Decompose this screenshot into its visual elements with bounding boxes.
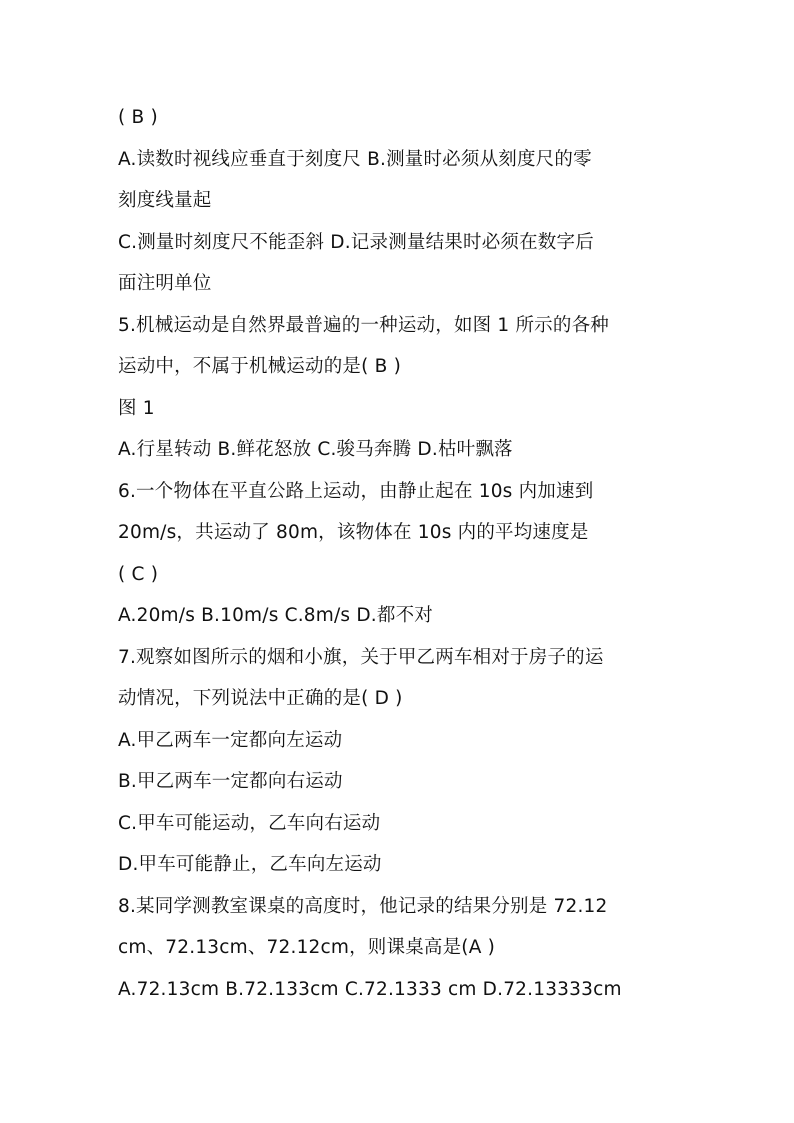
q4-options-line-3: C.测量时刻度尺不能歪斜 D.记录测量结果时必须在数字后 xyxy=(118,231,594,253)
q7-option-b: B.甲乙两车一定都向右运动 xyxy=(118,771,343,792)
q7-option-c: C.甲车可能运动，乙车向右运动 xyxy=(118,812,381,834)
q5-question-line-1: 5.机械运动是自然界最普遍的一种运动，如图 1 所示的各种 xyxy=(118,314,609,336)
q7-option-a: A.甲乙两车一定都向左运动 xyxy=(118,729,343,751)
q6-question-line-2: 20m/s，共运动了 80m，该物体在 10s 内的平均速度是 xyxy=(118,522,589,543)
q6-answer: ( C ) xyxy=(118,563,159,585)
q8-options: A.72.13cm B.72.133cm C.72.1333 cm D.72.13333cm xyxy=(118,978,622,1000)
q6-question-line-1: 6.一个物体在平直公路上运动，由静止起在 10s 内加速到 xyxy=(118,480,594,502)
q5-question-line-2: 运动中，不属于机械运动的是( B ) xyxy=(118,356,401,377)
q7-question-line-1: 7.观察如图所示的烟和小旗，关于甲乙两车相对于房子的运 xyxy=(118,646,604,668)
q6-options: A.20m/s B.10m/s C.8m/s D.都不对 xyxy=(118,605,433,626)
answer-line-q4: ( B ) xyxy=(118,107,158,128)
figure-caption: 图 1 xyxy=(118,397,155,419)
q7-option-d: D.甲车可能静止，乙车向左运动 xyxy=(118,854,382,875)
q7-question-line-2: 动情况，下列说法中正确的是( D ) xyxy=(118,688,403,709)
document-body xyxy=(118,103,688,1016)
q4-options-line-4: 面注明单位 xyxy=(118,273,212,294)
q5-options: A.行星转动 B.鲜花怒放 C.骏马奔腾 D.枯叶飘落 xyxy=(118,439,513,460)
q8-question-line-1: 8.某同学测教室课桌的高度时，他记录的结果分别是 72.12 xyxy=(118,895,608,917)
q4-options-line-2: 刻度线量起 xyxy=(118,190,212,211)
q8-question-line-2: cm、72.13cm、72.12cm，则课桌高是(A ) xyxy=(118,937,496,958)
q4-options-line-1: A.读数时视线应垂直于刻度尺 B.测量时必须从刻度尺的零 xyxy=(118,148,592,170)
